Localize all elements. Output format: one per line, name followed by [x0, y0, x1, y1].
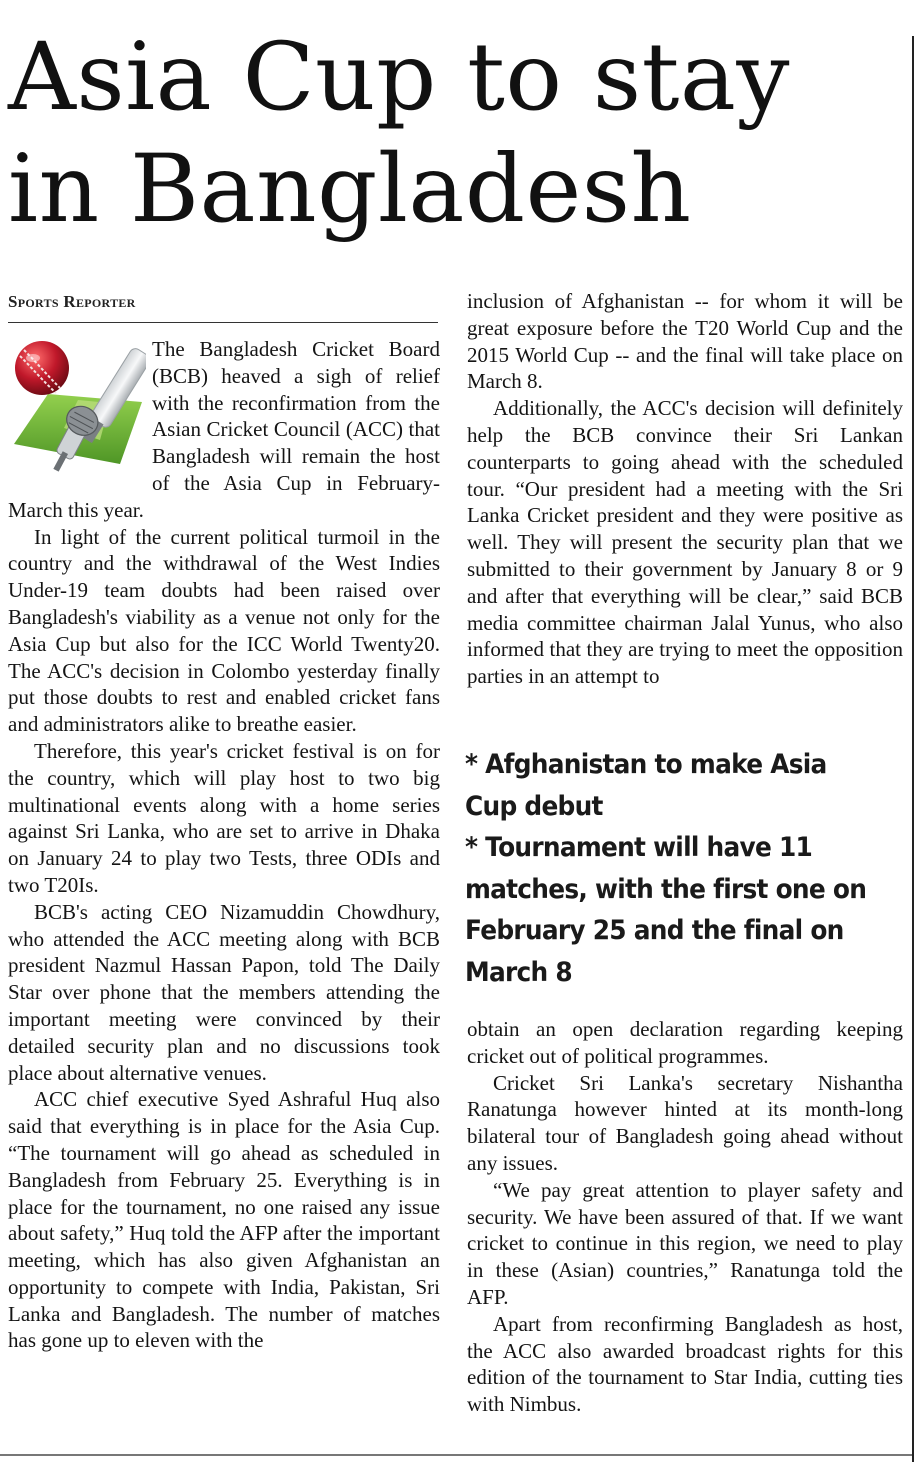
- highlights-box: [465, 744, 870, 993]
- article-column-left: [8, 336, 440, 1354]
- article-paragraph: Cricket Sri Lanka's secretary Nishantha Ranatunga however hinted at its month-long bilateral tour of Bangladesh going ahead without any issues.: [467, 1070, 903, 1175]
- article-paragraph: Therefore, this year's cricket festival is on for the country, which will play host to two big multinational events along with a home series against Sri Lanka, who are set to arrive in Dhaka on January 24 to play two Tests, three ODIs and two T20Is.: [8, 738, 440, 897]
- article-paragraph: obtain an open declaration regarding keeping cricket out of political programmes.: [467, 1017, 903, 1068]
- cricket-ball-bat-microphone-icon: [8, 336, 146, 480]
- article-paragraph: Apart from reconfirming Bangladesh as host, the ACC also awarded broadcast rights for this edition of the tournament to Star India, cutting ties with Nimbus.: [467, 1311, 903, 1417]
- headline: Asia Cup to stay in Bangladesh: [8, 23, 791, 244]
- page-bottom-rule: [0, 1454, 912, 1456]
- article-column-right-top: [467, 288, 903, 690]
- article-paragraph: BCB's acting CEO Nizamuddin Chowdhury, who attended the ACC meeting along with BCB president Nazmul Hassan Papon, told The Daily Star over phone that the members attending the important meeting were convinced by their detailed security plan and no discussions took place about alternative venues.: [8, 899, 440, 1085]
- article-paragraph: “We pay great attention to player safety and security. We have been assured of that. If we want cricket to continue in this region, we need to play in these (Asian) countries,” Ranatunga told the AFP.: [467, 1177, 903, 1309]
- byline-rule: [8, 322, 438, 323]
- article-paragraph: The Bangladesh Cricket Board (BCB) heaved a sigh of relief with the reconfirmation from the Asian Cricket Council (ACC) that Bangladesh will remain the host of the Asia Cup in February-March this year.: [8, 337, 440, 522]
- highlight-item: * Tournament will have 11 matches, with the first one on February 25 and the final on March 8: [465, 832, 867, 988]
- highlight-item: * Afghanistan to make Asia Cup debut: [465, 749, 827, 822]
- article-column-right-bottom: [467, 1016, 903, 1418]
- article-paragraph: inclusion of Afghanistan -- for whom it will be great exposure before the T20 World Cup and the 2015 World Cup -- and the final will take place on March 8.: [467, 289, 903, 394]
- byline: Sports Reporter: [8, 292, 136, 311]
- column-rule-right: [912, 36, 914, 1462]
- article-paragraph: Additionally, the ACC's decision will definitely help the BCB convince their Sri Lankan counterparts to going ahead with the scheduled tour. “Our president had a meeting with the Sri Lanka Cricket president and they were positive as well. They will present the security plan that we submitted to their government by January 8 or 9 and after that everything will be clear,” said BCB media committee chairman Jalal Yunus, who also informed that they are trying to meet the opposition parties in an attempt to: [467, 396, 903, 689]
- article-paragraph: ACC chief executive Syed Ashraful Huq also said that everything is in place for the Asia Cup. “The tournament will go ahead as scheduled in Bangladesh from February 25. Everything is in place for the tournament, no one raised any issue about safety,” Huq told the AFP after the important meeting, which has also given Afghanistan an opportunity to compete with India, Pakistan, Sri Lanka and Bangladesh. The number of matches has gone up to eleven with the: [8, 1087, 440, 1353]
- article-paragraph: In light of the current political turmoil in the country and the withdrawal of the West Indies Under-19 team doubts had been raised over Bangladesh's viability as a venue not only for the Asia Cup but also for the ICC World Twenty20. The ACC's decision in Colombo yesterday finally put those doubts to rest and enabled cricket fans and administrators alike to breathe easier.: [8, 524, 440, 737]
